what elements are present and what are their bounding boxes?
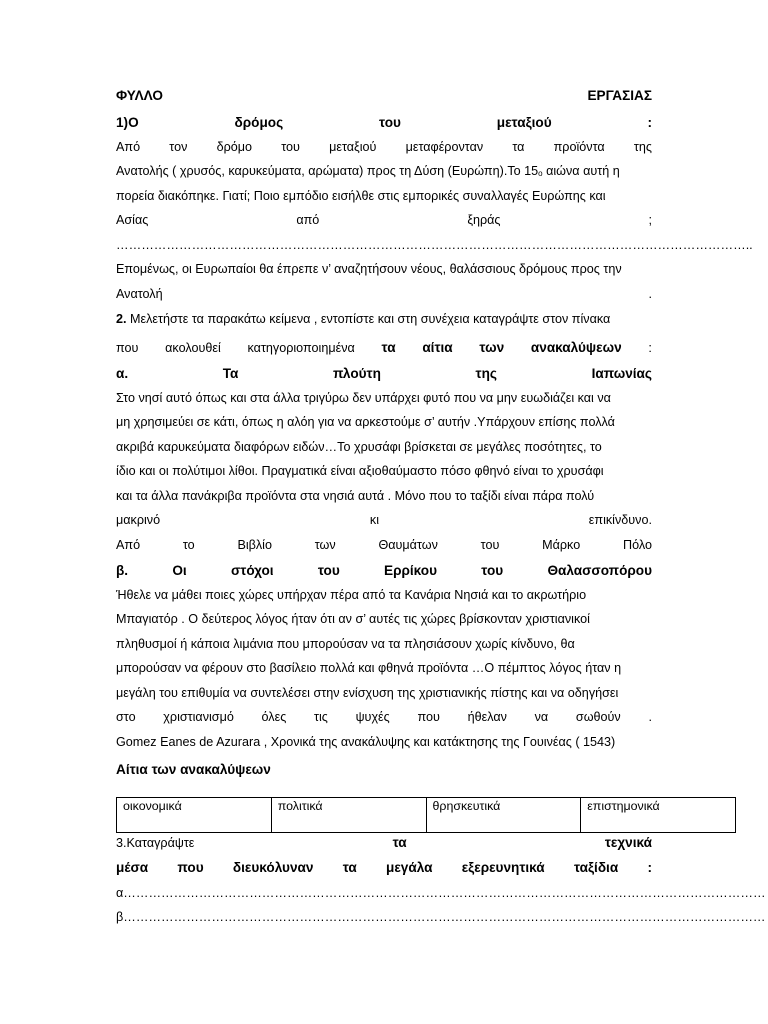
text-b-line-5: μεγάλη του επιθυμία να συντελέσει στην ενίσχυση της χριστιανικής πίστης και να οδηγήσει — [116, 686, 619, 700]
q1-title: 1)Ο δρόμος του μεταξιού : — [116, 115, 652, 130]
text-a-line-2: μη χρησιμεύει σε κάτι, όπως η αλόη για να αρκεστούμε σ’ αυτήν .Υπάρχουν επίσης πολλά — [116, 415, 615, 429]
text-b-source: Gomez Eanes de Azurara , Χρονικά της ανακάλυψης και κατάκτησης της Γουινέας ( 1543) — [116, 735, 616, 749]
text-a-title: α. Τα πλούτη της Ιαπωνίας — [116, 366, 652, 381]
q1-line-3: πορεία διακόπηκε. Γιατί; Ποιο εμπόδιο εισήλθε στις εμπορικές συναλλαγές Ευρώπης και — [116, 189, 606, 203]
text-b-line-3: πληθυσμοί ή κάποια λιμάνια που μπορούσαν να τα πλησιάσουν χωρίς κίνδυνο, θα — [116, 637, 575, 651]
table-cell-political[interactable]: πολιτικά — [271, 798, 426, 833]
table-title: Αίτια των ανακαλύψεων — [116, 762, 271, 777]
causes-table — [116, 797, 736, 833]
title-left: ΦΥΛΛΟ — [116, 88, 163, 103]
text-a-source: Από το Βιβλίο των Θαυμάτων του Μάρκο Πόλο — [116, 538, 652, 552]
q3-line-2: μέσα που διευκόλυναν τα μεγάλα εξερευνητικά ταξίδια : — [116, 860, 652, 875]
q1-line-4: Ασίας από ξηράς ; — [116, 213, 652, 227]
q1-line-1: Από τον δρόμο του μεταξιού μεταφέρονταν τα προϊόντα της — [116, 140, 652, 154]
q3-answer-a[interactable]: α……………………………………………………………………………………………………………………………………… — [116, 886, 766, 900]
q2-instruction: 2. Μελετήστε τα παρακάτω κείμενα , εντοπίστε και στη συνέχεια καταγράψτε στον πίνακα — [116, 312, 611, 326]
text-a-line-5: και τα άλλα πανάκριβα προϊόντα στα νησιά αυτά . Μόνο που το ταξίδι είναι πάρα πολύ — [116, 489, 595, 503]
text-b-line-1: Ήθελε να μάθει ποιες χώρες υπήρχαν πέρα από τα Κανάρια Νησιά και το ακρωτήριο — [116, 588, 587, 602]
text-b-line-2: Μπαγιατόρ . Ο δεύτερος λόγος ήταν ότι αν σ’ αυτές τις χώρες βρίσκονταν χριστιανικοί — [116, 612, 590, 626]
q1-answer-dots[interactable]: …………………………………………………………………………………………………………………………………….. — [116, 238, 753, 252]
worksheet-title — [116, 87, 652, 105]
text-b-title: β. Οι στόχοι του Ερρίκου του Θαλασσοπόρου — [116, 563, 652, 578]
table-row — [117, 798, 736, 833]
q3-line-1: 3.Καταγράψτε τα τεχνικά — [116, 835, 652, 850]
table-cell-scientific[interactable]: επιστημονικά — [581, 798, 736, 833]
q3-answer-b[interactable]: β……………………………………………………………………………………………………………………………………… — [116, 910, 766, 924]
text-a-line-6: μακρινό κι επικίνδυνο. — [116, 513, 652, 527]
text-a-line-3: ακριβά καρυκεύματα διαφόρων ειδών…Το χρυσάφι βρίσκεται σε μεγάλες ποσότητες, το — [116, 440, 602, 454]
q2-instruction-2: που ακολουθεί κατηγοριοποιημένα τα αίτια των ανακαλύψεων : — [116, 340, 652, 355]
table-cell-economic[interactable]: οικονομικά — [117, 798, 272, 833]
title-right: ΕΡΓΑΣΙΑΣ — [587, 88, 652, 103]
text-a-line-1: Στο νησί αυτό όπως και στα άλλα τριγύρω δεν υπάρχει φυτό που να μην ευωδιάζει και να — [116, 391, 611, 405]
q1-line-6: Ανατολή . — [116, 287, 652, 301]
q1-line-5: Επομένως, οι Ευρωπαίοι θα έπρεπε ν’ αναζητήσουν νέους, θαλάσσιους δρόμους προς την — [116, 262, 622, 276]
table-cell-religious[interactable]: θρησκευτικά — [426, 798, 581, 833]
text-b-line-4: μπορούσαν να φέρουν στο βασίλειο πολλά και φθηνά προϊόντα …Ο πέμπτος λόγος ήταν η — [116, 661, 622, 675]
q1-line-2: Ανατολής ( χρυσός, καρυκεύματα, αρώματα) προς τη Δύση (Ευρώπη).Το $15_o$ αιώνα αυτή η — [116, 164, 620, 178]
text-b-line-6: στο χριστιανισμό όλες τις ψυχές που ήθελαν να σωθούν . — [116, 710, 652, 724]
text-a-line-4: ίδιο και οι πολύτιμοι λίθοι. Πραγματικά είναι αξιοθαύμαστο πόσο φθηνό είναι το χρυσάφι — [116, 464, 604, 478]
